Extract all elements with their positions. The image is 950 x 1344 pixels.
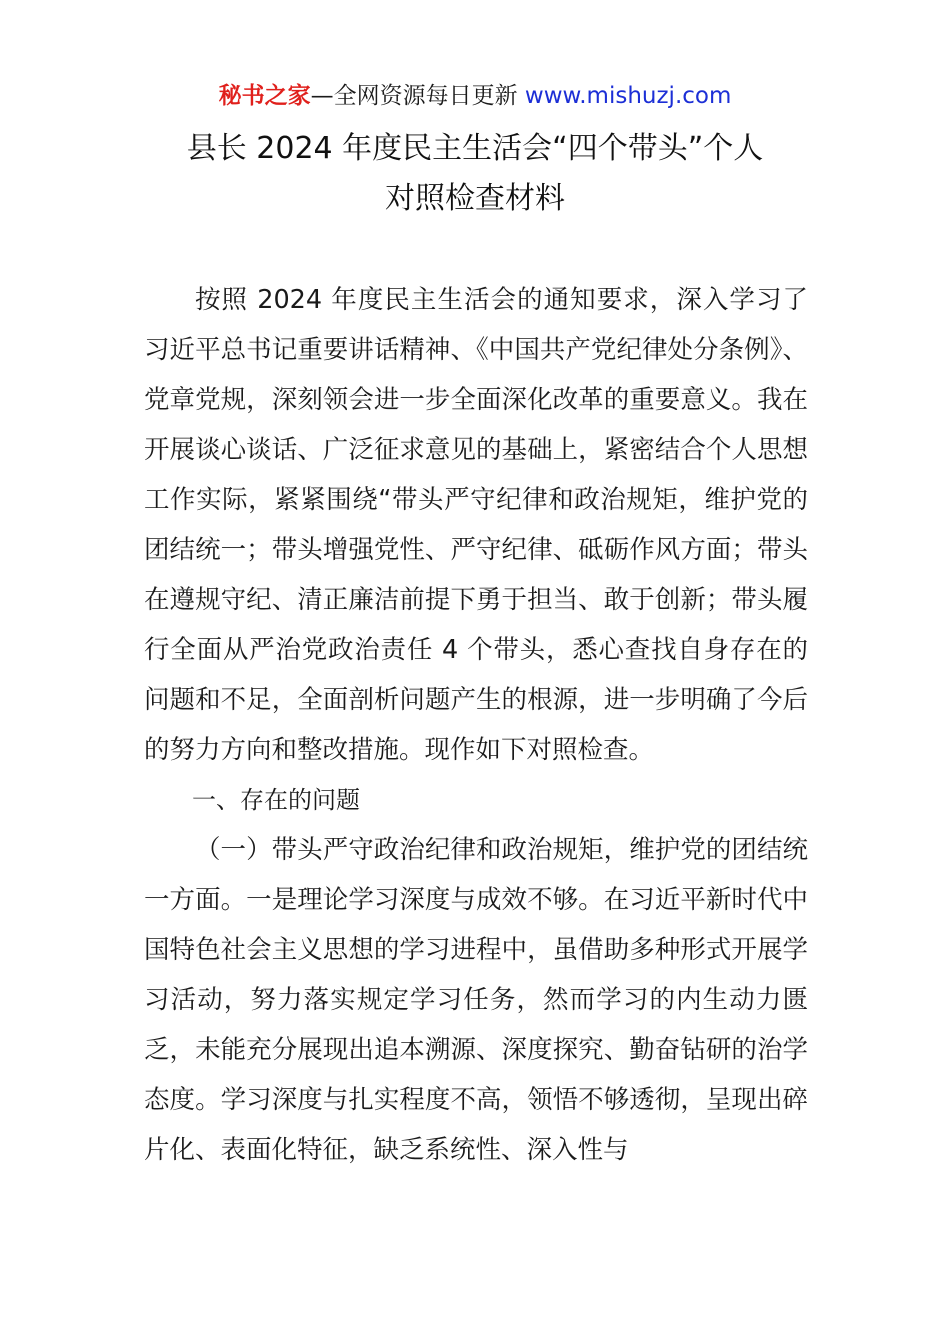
section-paragraph: （一）带头严守政治纪律和政治规矩，维护党的团结统一方面。一是理论学习深度与成效不够。在习近平新时代中国特色社会主义思想的学习进程中，虽借助多种形式开展学习活动，努力落实规定学习任务，然而学习的内生动力匮乏，未能充分展现出追本溯源、深度探究、勤奋钻研的治学态度。学习深度与扎实程度不高，领悟不够透彻，呈现出碎片化、表面化特征，缺乏系统性、深入性与 bbox=[144, 835, 808, 1165]
document-title bbox=[95, 124, 855, 224]
section-heading: 一、存在的问题 bbox=[192, 786, 360, 814]
brand-name: 秘书之家 bbox=[218, 83, 311, 109]
title-line-1: 县长 2024 年度民主生活会“四个带头”个人 bbox=[186, 131, 764, 166]
header-tagline: —全网资源每日更新 bbox=[310, 83, 525, 109]
title-line-2: 对照检查材料 bbox=[385, 181, 565, 216]
site-header bbox=[0, 80, 950, 112]
site-url-link[interactable]: www.mishuzj.com bbox=[524, 83, 732, 109]
intro-paragraph: 按照 2024 年度民主生活会的通知要求，深入学习了习近平总书记重要讲话精神、《中国共产党纪律处分条例》、党章党规，深刻领会进一步全面深化改革的重要意义。我在开展谈心谈话、广泛征求意见的基础上，紧密结合个人思想工作实际，紧紧围绕“带头严守纪律和政治规矩，维护党的团结统一；带头增强党性、严守纪律、砥砺作风方面；带头在遵规守纪、清正廉洁前提下勇于担当、敢于创新；带头履行全面从严治党政治责任 4 个带头，悉心查找自身存在的问题和不足，全面剖析问题产生的根源，进一步明确了今后的努力方向和整改措施。现作如下对照检查。 bbox=[144, 285, 808, 765]
document-body bbox=[144, 275, 808, 1175]
